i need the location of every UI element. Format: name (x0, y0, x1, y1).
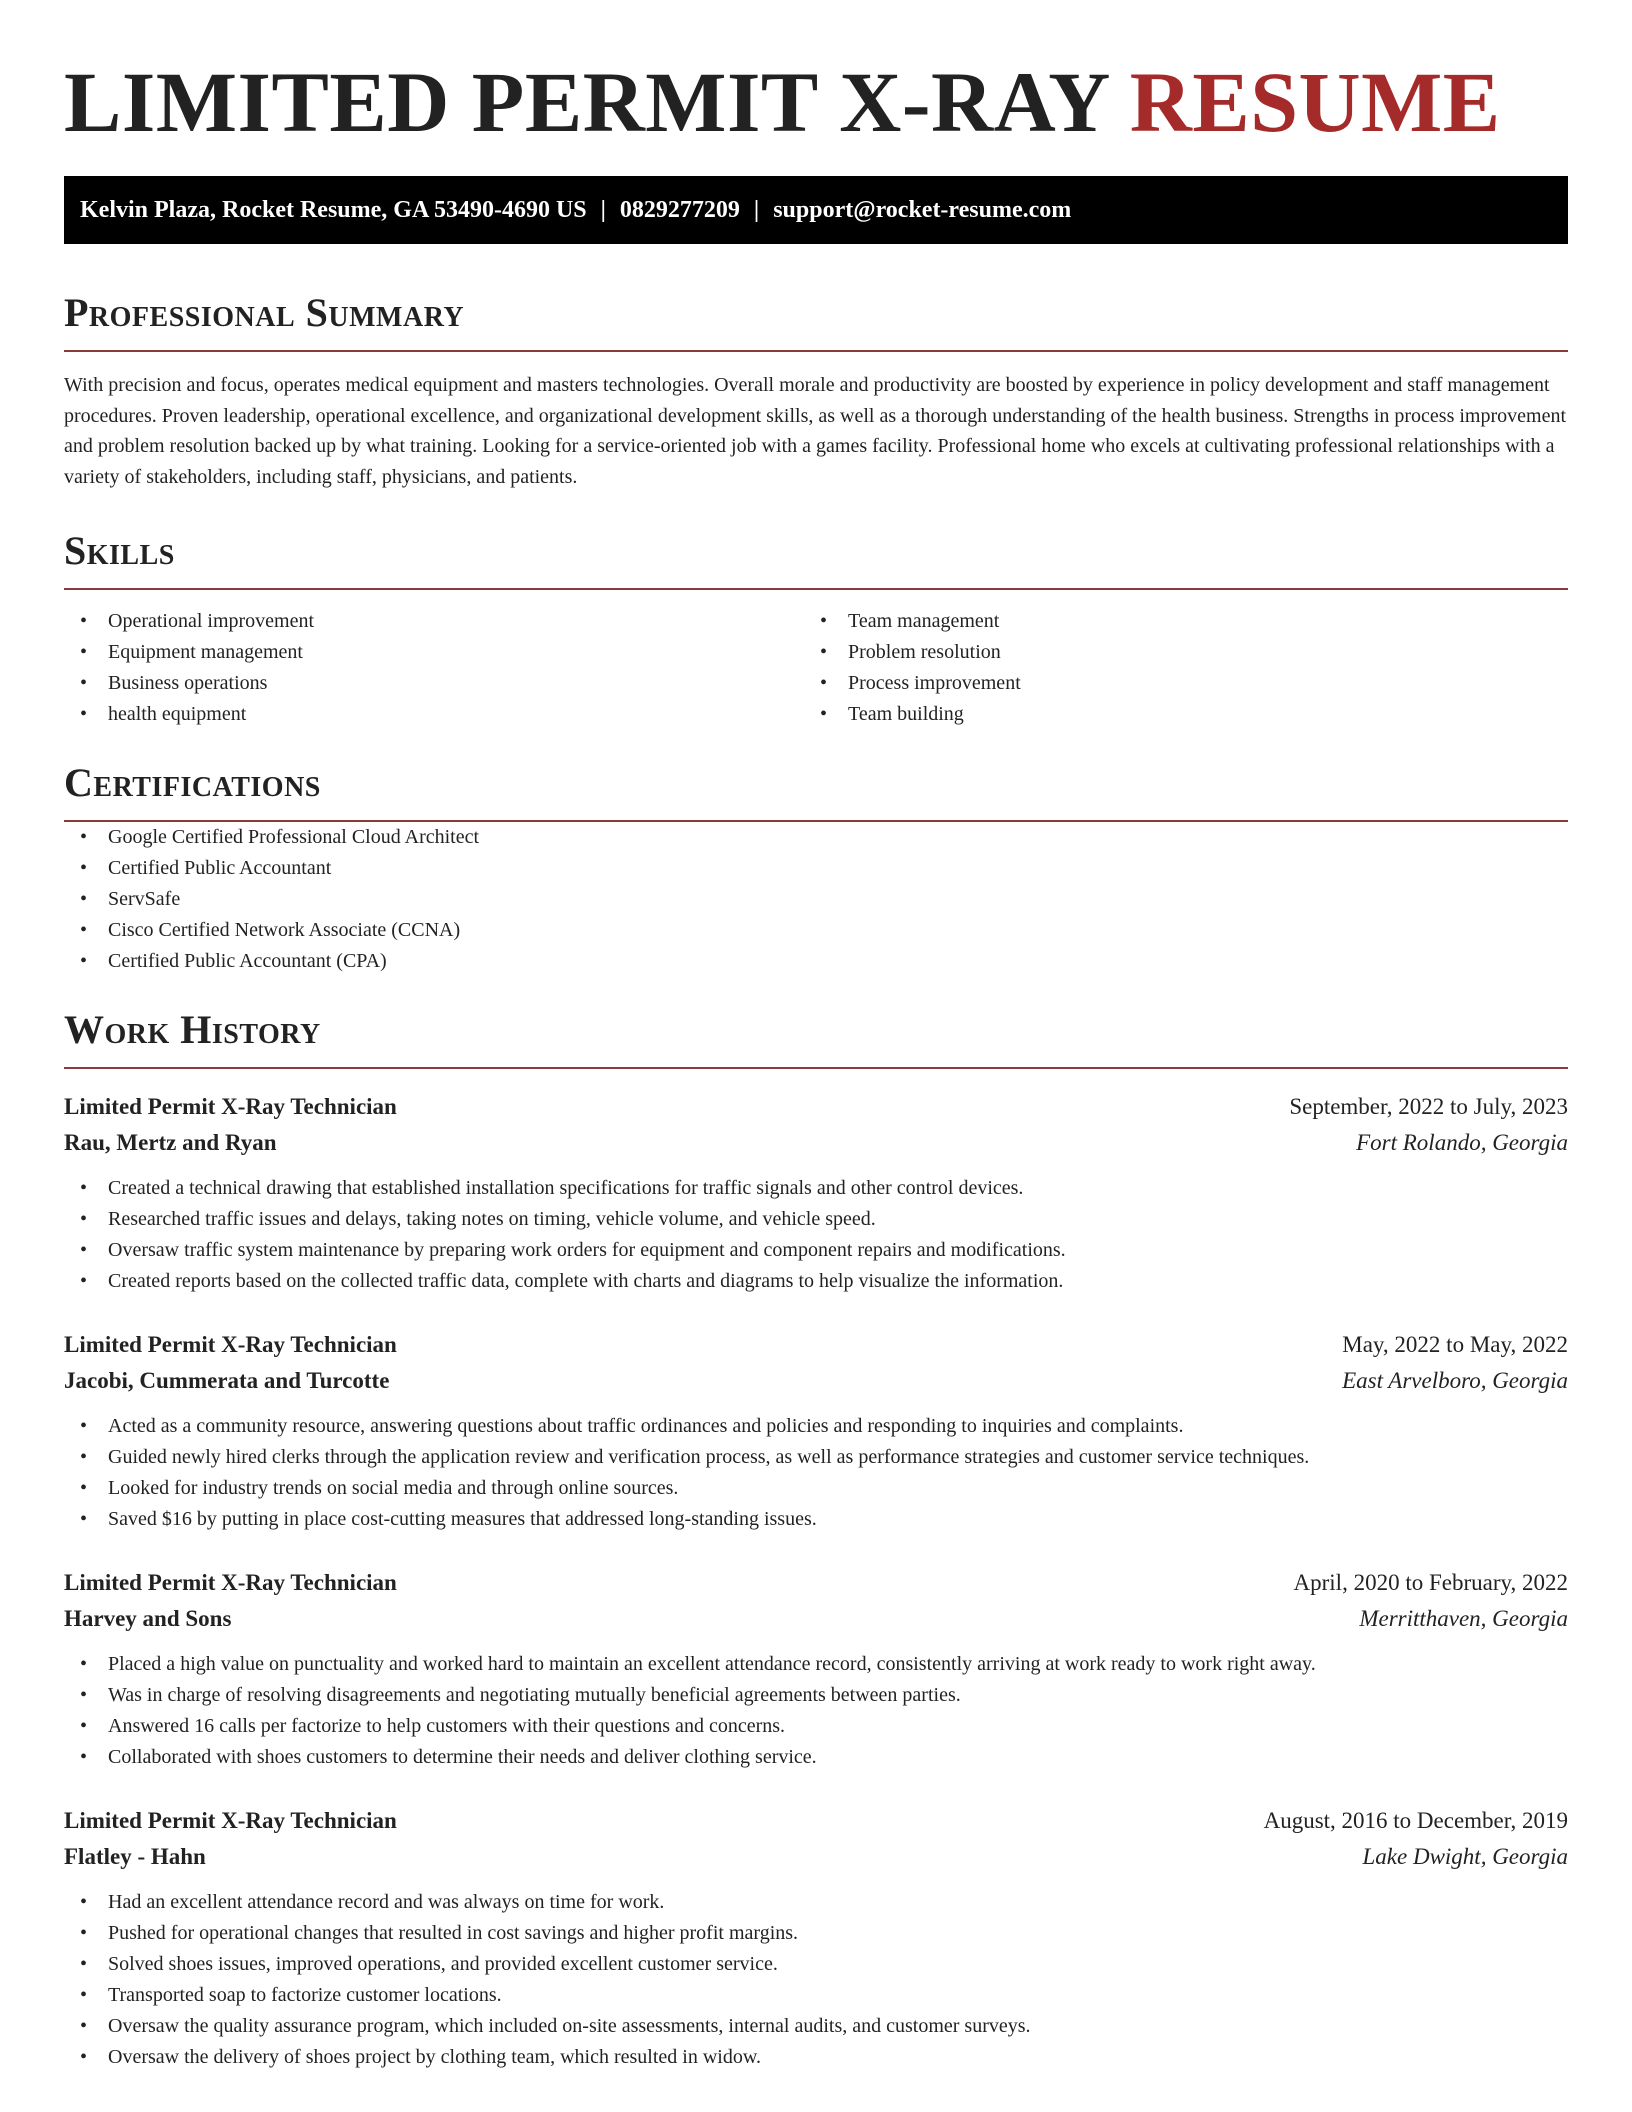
job-bullet: • Answered 16 calls per factorize to help customers with their questions and concerns. (64, 1711, 1568, 1742)
job-bullet: • Acted as a community resource, answering questions about traffic ordinances and policies and responding to inquiries and complaints. (64, 1411, 1568, 1442)
job-dates: September, 2022 to July, 2023 (1289, 1094, 1568, 1119)
job-company: Jacobi, Cummerata and Turcotte (64, 1368, 390, 1393)
job-company-row (64, 1601, 1568, 1637)
resume-title (64, 0, 1568, 152)
skills-left-list (64, 606, 804, 730)
job-header-row (64, 1803, 1568, 1839)
job-company-row (64, 1125, 1568, 1161)
skill-item: • Process improvement (804, 668, 1544, 699)
skill-item: • Problem resolution (804, 637, 1544, 668)
job-bullet: • Oversaw the quality assurance program, which included on-site assessments, internal audits, and customer surveys. (64, 2011, 1568, 2042)
job-bullet: • Researched traffic issues and delays, taking notes on timing, vehicle volume, and vehicle speed. (64, 1204, 1568, 1235)
job-title: Limited Permit X-Ray Technician (64, 1094, 397, 1119)
job-location: East Arvelboro, Georgia (1342, 1368, 1568, 1393)
job-location: Lake Dwight, Georgia (1362, 1844, 1568, 1869)
certification-item: • Certified Public Accountant (64, 853, 1568, 884)
skills-grid (64, 606, 1568, 730)
skills-right-list (804, 606, 1544, 730)
certification-item: • Google Certified Professional Cloud Architect (64, 822, 1568, 853)
job-bullet: • Was in charge of resolving disagreements and negotiating mutually beneficial agreements between parties. (64, 1680, 1568, 1711)
job-title: Limited Permit X-Ray Technician (64, 1332, 397, 1357)
job-entry (64, 1803, 1568, 2073)
skill-item: • Operational improvement (64, 606, 804, 637)
contact-address: Kelvin Plaza, Rocket Resume, GA 53490-4690 US (80, 197, 587, 223)
summary-heading: Professional Summary (64, 288, 1568, 352)
contact-phone: 0829277209 (619, 197, 740, 223)
job-bullet: • Created a technical drawing that established installation specifications for traffic signals and other control devices. (64, 1173, 1568, 1204)
job-bullets (64, 1411, 1568, 1535)
job-company: Rau, Mertz and Ryan (64, 1130, 277, 1155)
job-bullet: • Looked for industry trends on social media and through online sources. (64, 1473, 1568, 1504)
job-location: Fort Rolando, Georgia (1356, 1130, 1568, 1155)
contact-bar (64, 176, 1568, 244)
contact-email: support@rocket-resume.com (773, 197, 1072, 223)
job-bullets (64, 1649, 1568, 1773)
job-bullet: • Placed a high value on punctuality and worked hard to maintain an excellent attendance record, consistently arriving at work ready to work right away. (64, 1649, 1568, 1680)
skill-item: • Business operations (64, 668, 804, 699)
job-header-row (64, 1565, 1568, 1601)
job-title: Limited Permit X-Ray Technician (64, 1808, 397, 1833)
work-history-heading: Work History (64, 1005, 1568, 1069)
contact-separator: | (600, 197, 606, 223)
skills-heading: Skills (64, 526, 1568, 590)
job-entry (64, 1565, 1568, 1773)
job-bullet: • Collaborated with shoes customers to determine their needs and deliver clothing service. (64, 1742, 1568, 1773)
job-bullets (64, 1887, 1568, 2073)
job-header-row (64, 1327, 1568, 1363)
summary-text: With precision and focus, operates medical equipment and masters technologies. Overall morale and productivity are boosted by experience in policy development and staff management procedures. Proven leadership, operational excellence, and organizational development skills, as well as a thorough understanding of the health business. Strengths in process improvement and problem resolution backed up by what training. Looking for a service-oriented job with a games facility. Professional home who excels at cultivating professional relationships with a variety of stakeholders, including staff, physicians, and patients. (64, 374, 1567, 488)
job-company-row (64, 1363, 1568, 1399)
job-bullet: • Created reports based on the collected traffic data, complete with charts and diagrams to help visualize the information. (64, 1266, 1568, 1297)
contact-separator: | (753, 197, 760, 223)
job-bullet: • Oversaw the delivery of shoes project by clothing team, which resulted in widow. (64, 2042, 1568, 2073)
certification-item: • Cisco Certified Network Associate (CCNA) (64, 915, 1568, 946)
skill-item: • Team management (804, 606, 1544, 637)
job-company-row (64, 1839, 1568, 1875)
skill-item: • Equipment management (64, 637, 804, 668)
certifications-list (64, 822, 1568, 977)
skill-item: • health equipment (64, 699, 804, 730)
job-dates: May, 2022 to May, 2022 (1342, 1332, 1568, 1357)
certification-item: • Certified Public Accountant (CPA) (64, 946, 1568, 977)
certification-item: • ServSafe (64, 884, 1568, 915)
job-bullet: • Had an excellent attendance record and was always on time for work. (64, 1887, 1568, 1918)
job-header-row (64, 1089, 1568, 1125)
title-main: LIMITED PERMIT X-RAY (64, 54, 1108, 150)
job-company: Flatley - Hahn (64, 1844, 206, 1869)
job-location: Merritthaven, Georgia (1359, 1606, 1568, 1631)
job-bullet: • Transported soap to factorize customer locations. (64, 1980, 1568, 2011)
job-entry (64, 1327, 1568, 1535)
job-dates: April, 2020 to February, 2022 (1293, 1570, 1568, 1595)
job-bullet: • Solved shoes issues, improved operations, and provided excellent customer service. (64, 1949, 1568, 1980)
certifications-heading: Certifications (64, 758, 1568, 822)
job-company: Harvey and Sons (64, 1606, 232, 1631)
job-dates: August, 2016 to December, 2019 (1263, 1808, 1568, 1833)
job-bullet: • Pushed for operational changes that resulted in cost savings and higher profit margins. (64, 1918, 1568, 1949)
job-title: Limited Permit X-Ray Technician (64, 1570, 397, 1595)
title-accent: RESUME (1129, 54, 1501, 150)
job-bullet: • Saved $16 by putting in place cost-cutting measures that addressed long-standing issues. (64, 1504, 1568, 1535)
job-bullet: • Oversaw traffic system maintenance by preparing work orders for equipment and component repairs and modifications. (64, 1235, 1568, 1266)
job-bullet: • Guided newly hired clerks through the application review and verification process, as well as performance strategies and customer service techniques. (64, 1442, 1568, 1473)
job-entry (64, 1089, 1568, 1297)
job-bullets (64, 1173, 1568, 1297)
skill-item: • Team building (804, 699, 1544, 730)
